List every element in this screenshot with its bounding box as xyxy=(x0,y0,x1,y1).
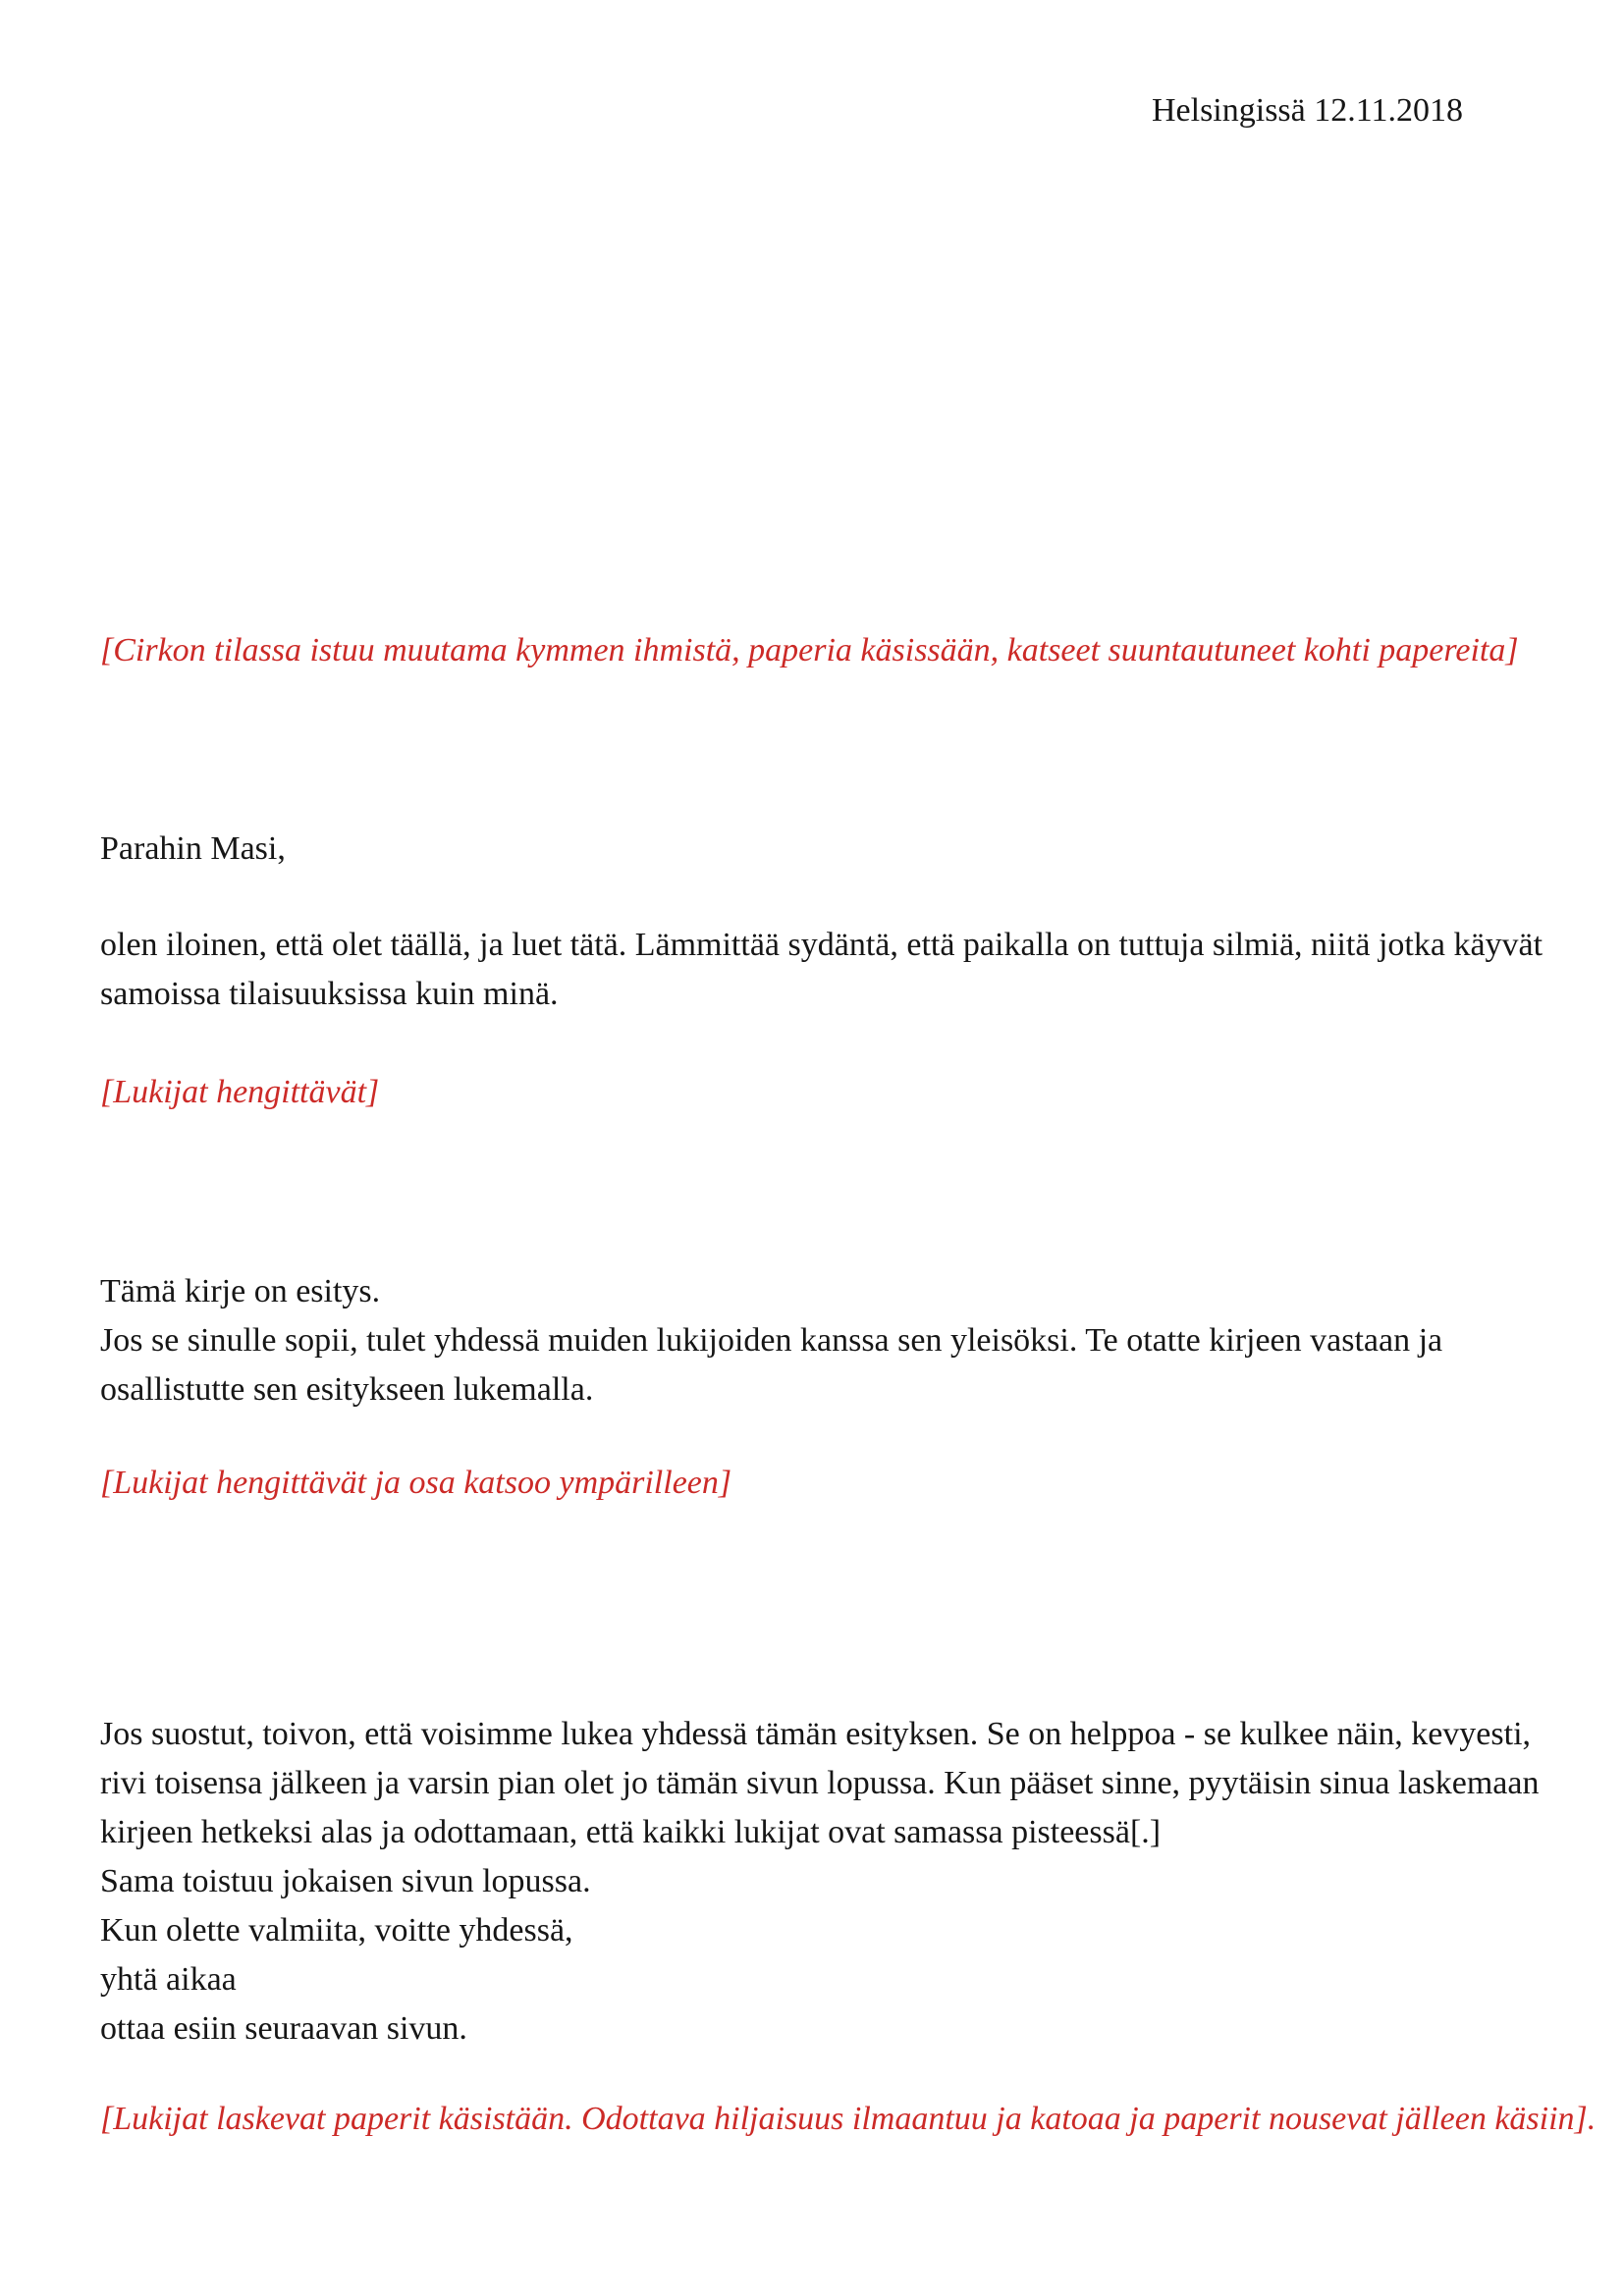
stage-direction-1: [Cirkon tilassa istuu muutama kymmen ihmistä, paperia käsissään, katseet suuntautuneet kohti papereita] xyxy=(100,632,1519,668)
stage-direction-3: [Lukijat hengittävät ja osa katsoo ympärilleen] xyxy=(100,1465,732,1501)
text-line: samoissa tilaisuuksissa kuin minä. xyxy=(100,976,559,1012)
text-line: rivi toisensa jälkeen ja varsin pian olet jo tämän sivun lopussa. Kun pääset sinne, pyytäisin sinua laskemaan xyxy=(100,1765,1540,1801)
text-line: Jos suostut, toivon, että voisimme lukea yhdessä tämän esityksen. Se on helppoa - se kulkee näin, kevyesti, xyxy=(100,1716,1532,1752)
stage-direction-4: [Lukijat laskevat paperit käsistään. Odottava hiljaisuus ilmaantuu ja katoaa ja paperit nousevat jälleen käsiin]. xyxy=(100,2101,1597,2137)
salutation: Parahin Masi, xyxy=(100,830,286,867)
text-line: yhtä aikaa xyxy=(100,1961,237,1998)
text-line: ottaa esiin seuraavan sivun. xyxy=(100,2010,467,2047)
text-line: kirjeen hetkeksi alas ja odottamaan, että kaikki lukijat ovat samassa pisteessä[.] xyxy=(100,1814,1162,1850)
text-line: Tämä kirje on esitys. xyxy=(100,1273,381,1309)
dateline: Helsingissä 12.11.2018 xyxy=(1151,92,1463,129)
paragraph-3 xyxy=(100,1710,1565,2054)
text-line: osallistutte sen esitykseen lukemalla. xyxy=(100,1371,594,1408)
text-line: olen iloinen, että olet täällä, ja luet tätä. Lämmittää sydäntä, että paikalla on tuttuja silmiä, niitä jotka käyvät xyxy=(100,927,1543,963)
text-line: Jos se sinulle sopii, tulet yhdessä muiden lukijoiden kanssa sen yleisöksi. Te otatte kirjeen vastaan ja xyxy=(100,1322,1443,1359)
text-line: Kun olette valmiita, voitte yhdessä, xyxy=(100,1912,573,1949)
stage-direction-2: [Lukijat hengittävät] xyxy=(100,1074,380,1110)
paragraph-1 xyxy=(100,921,1565,1019)
text-line: Sama toistuu jokaisen sivun lopussa. xyxy=(100,1863,591,1899)
paragraph-2 xyxy=(100,1267,1565,1415)
